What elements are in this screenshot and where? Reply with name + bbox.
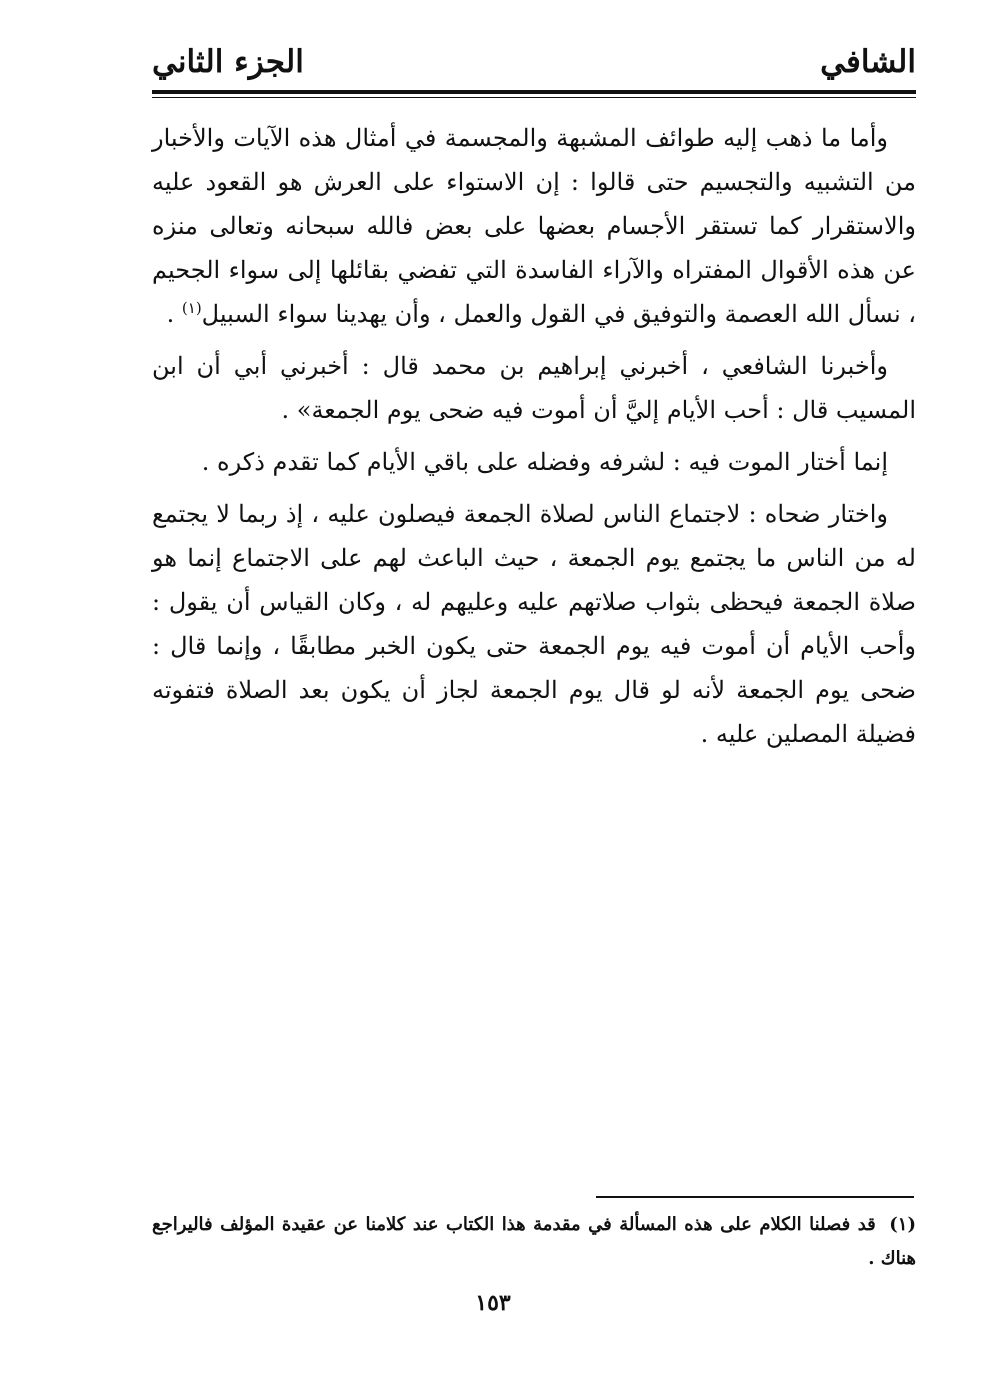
footnote-text: قد فصلنا الكلام على هذه المسألة في مقدمة هذا الكتاب عند كلامنا عن عقيدة المؤلف فاليراجع هناك . [152, 1214, 916, 1269]
main-text [152, 116, 916, 764]
footnote [152, 1208, 916, 1276]
header-rule-thin [152, 97, 916, 98]
footnote-reference[interactable]: (١) [181, 299, 202, 317]
paragraph: واختار ضحاه : لاجتماع الناس لصلاة الجمعة فيصلون عليه ، إذ ربما لا يجتمع له من الناس ما يجتمع يوم الجمعة ، حيث الباعث لهم على الاجتماع إنما هو صلاة الجمعة فيحظى بثواب صلاتهم عليه وعليهم له ، وكان القياس أن يقول : وأحب الأيام أن أموت فيه يوم الجمعة حتى يكون الخبر مطابقًا ، وإنما قال : ضحى يوم الجمعة لأنه لو قال يوم الجمعة لجاز أن يكون بعد الصلاة فتفوته فضيلة المصلين عليه . [152, 500, 916, 748]
book-title: الشافي [820, 44, 916, 80]
volume-title: الجزء الثاني [152, 44, 304, 80]
footnote-separator [596, 1196, 914, 1198]
header-rule-thick [152, 90, 916, 94]
paragraph: وأخبرنا الشافعي ، أخبرني إبراهيم بن محمد قال : أخبرني أبي أن ابن المسيب قال : أحب الأيام إليَّ أن أموت فيه ضحى يوم الجمعة» . [152, 352, 916, 424]
paragraph: إنما أختار الموت فيه : لشرفه وفضله على باقي الأيام كما تقدم ذكره . [201, 448, 888, 476]
page-number: ١٥٣ [475, 1290, 511, 1316]
running-header [152, 38, 916, 88]
paragraph [152, 116, 916, 336]
paragraph-tail: . [166, 300, 182, 328]
paragraph-text: وأما ما ذهب إليه طوائف المشبهة والمجسمة في أمثال هذه الآيات والأخبار من التشبيه والتجسيم حتى قالوا : إن الاستواء على العرش هو القعود عليه والاستقرار كما تستقر الأجسام بعضها على بعض فالله سبحانه وتعالى منزه عن هذه الأقوال المفتراه والآراء الفاسدة التي تفضي بقائلها إلى سواء الجحيم ، نسأل الله العصمة والتوفيق في القول والعمل ، وأن يهدينا سواء السبيل [152, 124, 916, 328]
footnote-number: (١) [889, 1214, 916, 1235]
